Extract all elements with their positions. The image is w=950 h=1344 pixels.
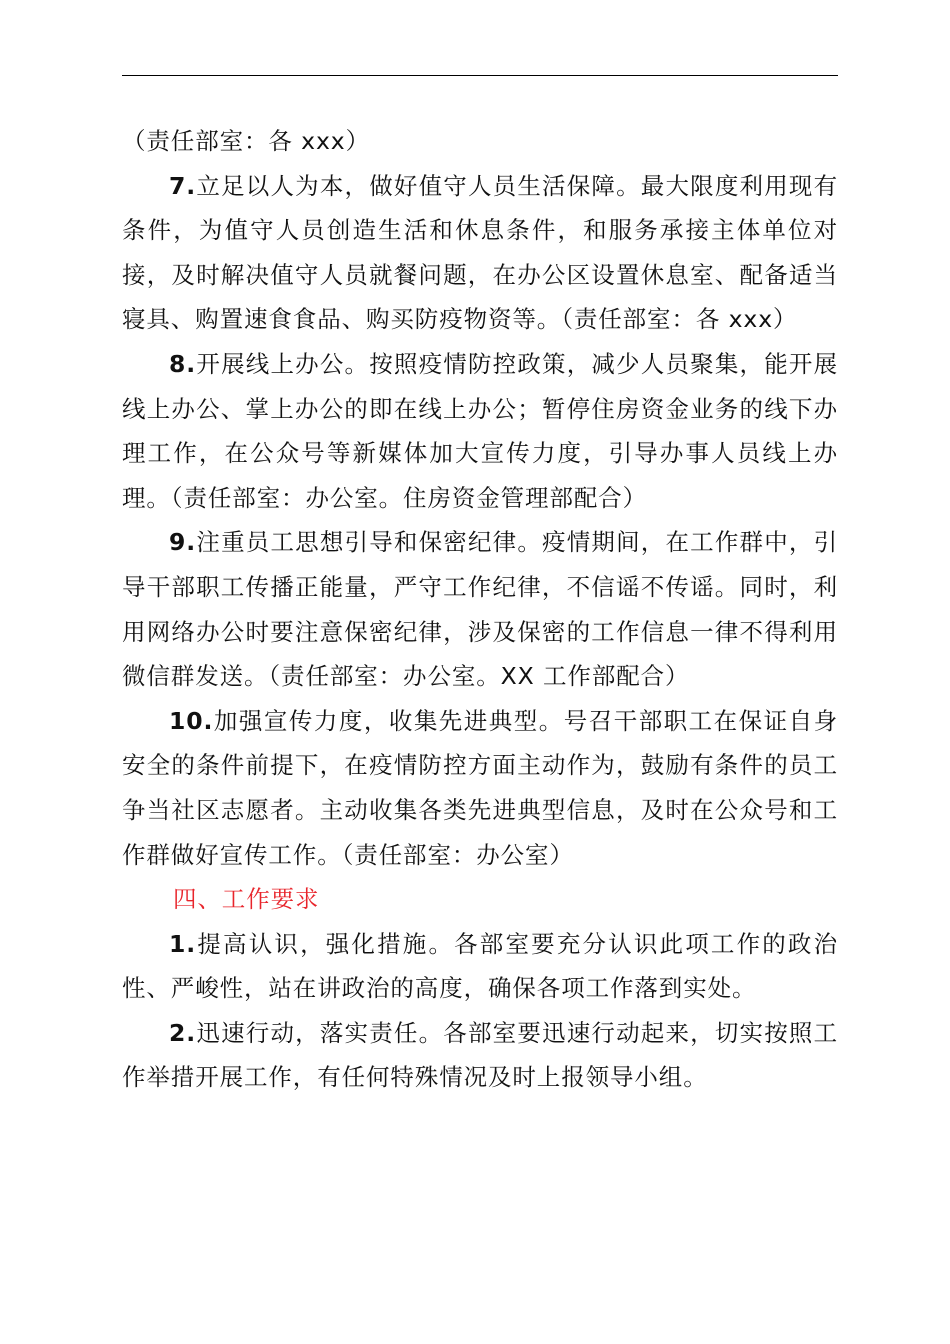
- item-text: 加强宣传力度，收集先进典型。号召干部职工在保证自身安全的条件前提下，在疫情防控方面主动作为，鼓励有条件的员工争当社区志愿者。主动收集各类先进典型信息，及时在公众号和工作群做好宣传工作。（责任部室：办公室）: [122, 706, 838, 869]
- requirement-text: 迅速行动，落实责任。各部室要迅速行动起来，切实按照工作举措开展工作，有任何特殊情况及时上报领导小组。: [122, 1018, 838, 1092]
- item-text: 开展线上办公。按照疫情防控政策，减少人员聚集，能开展线上办公、掌上办公的即在线上办公；暂停住房资金业务的线下办理工作，在公众号等新媒体加大宣传力度，引导办事人员线上办理。（责任部室：办公室。住房资金管理部配合）: [122, 349, 838, 512]
- continuation-line: （责任部室：各 xxx）: [122, 127, 370, 155]
- section-heading: 四、工作要求: [173, 885, 320, 914]
- item-number: 8.: [169, 349, 197, 378]
- item-number: 9.: [169, 528, 197, 557]
- requirement-1: [122, 922, 838, 1011]
- header-rule: [122, 75, 838, 76]
- requirement-text: 提高认识，强化措施。各部室要充分认识此项工作的政治性、严峻性，站在讲政治的高度，确保各项工作落到实处。: [122, 929, 838, 1003]
- item-8: [122, 342, 838, 520]
- item-7: [122, 164, 838, 342]
- requirement-2: [122, 1011, 838, 1100]
- item-text: 注重员工思想引导和保密纪律。疫情期间，在工作群中，引导干部职工传播正能量，严守工作纪律，不信谣不传谣。同时，利用网络办公时要注意保密纪律，涉及保密的工作信息一律不得利用微信群发送。（责任部室：办公室。XX 工作部配合）: [122, 528, 838, 691]
- document-body: [122, 119, 838, 1100]
- requirement-number: 2.: [169, 1018, 197, 1047]
- item-number: 7.: [169, 171, 197, 200]
- item-number: 10.: [169, 706, 214, 735]
- requirement-number: 1.: [169, 929, 197, 958]
- item-text: 立足以人为本，做好值守人员生活保障。最大限度利用现有条件，为值守人员创造生活和休息条件，和服务承接主体单位对接，及时解决值守人员就餐问题，在办公区设置休息室、配备适当寝具、购置速食食品、购买防疫物资等。（责任部室：各 xxx）: [122, 171, 838, 334]
- item-9: [122, 520, 838, 698]
- item-10: [122, 699, 838, 877]
